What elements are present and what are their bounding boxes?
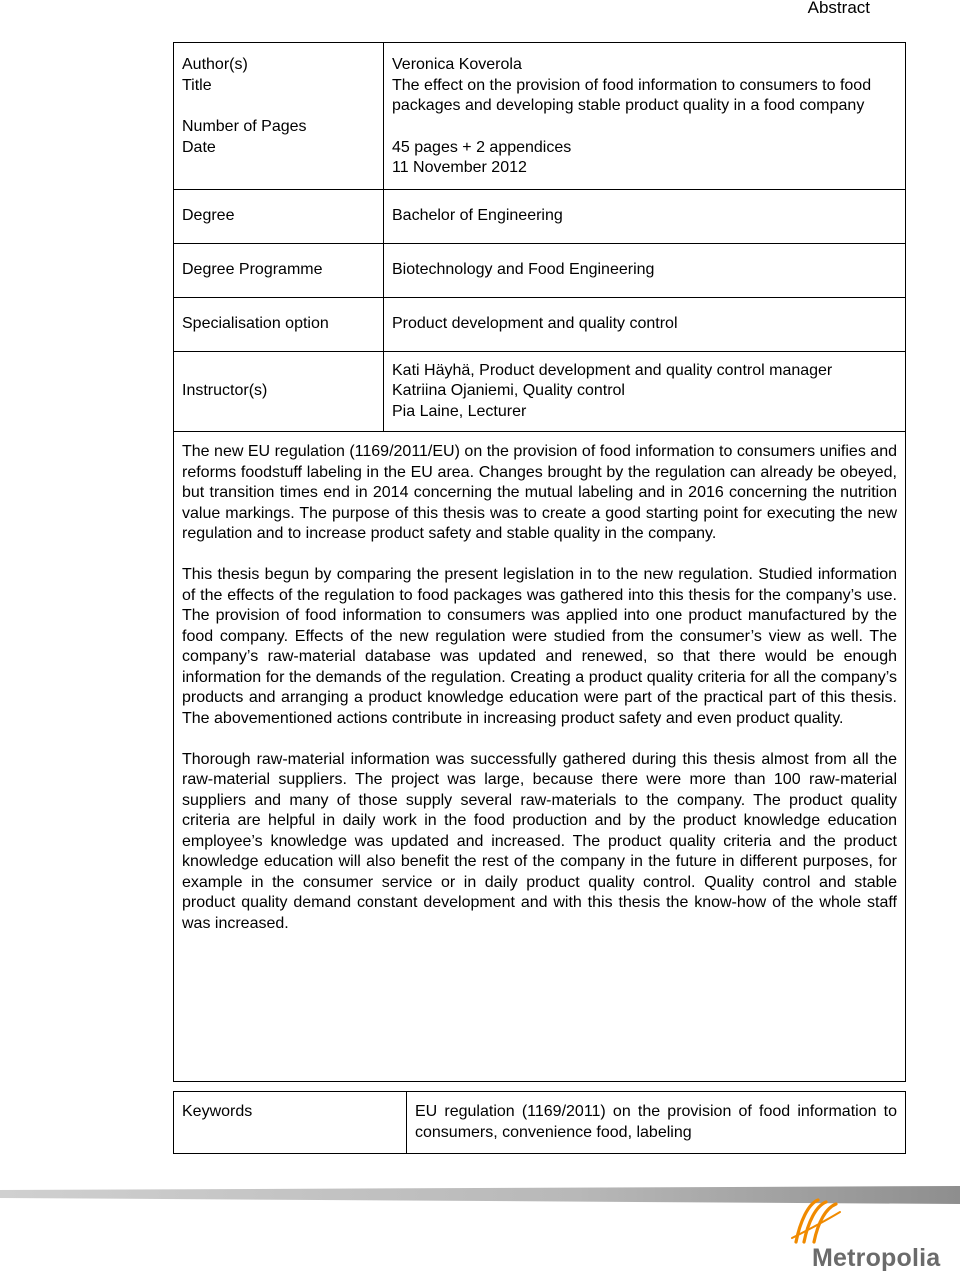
abstract-paragraph: This thesis begun by comparing the present legislation in to the new regulation. Studied information of the effects of the regulation to food packages was gathered into this thesis for the company’s use. The provision of food information to consumers was applied into one product manufactured by the food company. Effects of the new regulation were studied from the consumer’s view as well. The company’s raw-material database was updated and renewed, so that there would be enough information for the demands of the regulation. Creating a product quality criteria for all the company’s products and arranging a product knowledge education were part of the practical part of this thesis. The abovementioned actions contribute in increasing product safety and even product quality. — [182, 566, 897, 727]
keywords-label: Keywords — [174, 1092, 407, 1154]
title-label: Title — [182, 76, 212, 94]
date-value: 11 November 2012 — [392, 159, 527, 176]
programme-label: Degree Programme — [174, 243, 384, 297]
instructors-value — [384, 351, 906, 432]
abstract-paragraph: The new EU regulation (1169/2011/EU) on the provision of food information to consumers unifies and reforms foodstuff labeling in the EU area. Changes brought by the regulation can already be obeyed, but transition times end in 2014 concerning the mutual labeling and in 2016 concerning the nutrition value markings. The purpose of this thesis was to create a good starting point for executing the new regulation and to increase product safety and stable quality in the company. — [182, 443, 897, 542]
author-title-values — [384, 43, 906, 190]
specialisation-row — [174, 297, 906, 351]
degree-value: Bachelor of Engineering — [384, 189, 906, 243]
metropolia-logo-text: Metropolia — [812, 1244, 941, 1272]
instructors-label: Instructor(s) — [174, 351, 384, 432]
specialisation-value: Product development and quality control — [384, 297, 906, 351]
instructor-line: Katriina Ojaniemi, Quality control — [392, 382, 625, 399]
abstract-body — [174, 432, 906, 1082]
author-title-row — [174, 43, 906, 190]
degree-label: Degree — [174, 189, 384, 243]
author-value: Veronica Koverola — [392, 56, 522, 73]
abstract-row — [174, 432, 906, 1082]
instructor-line: Kati Häyhä, Product development and quality control manager — [392, 361, 833, 379]
page-header-label: Abstract — [807, 0, 870, 17]
keywords-table — [173, 1091, 906, 1154]
instructor-line: Pia Laine, Lecturer — [392, 402, 527, 420]
abstract-info-table — [173, 42, 906, 1082]
programme-row — [174, 243, 906, 297]
programme-value: Biotechnology and Food Engineering — [384, 243, 906, 297]
instructors-row — [174, 351, 906, 432]
author-label: Author(s) — [182, 56, 248, 73]
degree-row — [174, 189, 906, 243]
title-value: The effect on the provision of food information to consumers to food packages and developing stable product quality in a food company — [392, 76, 872, 114]
date-label: Date — [182, 138, 216, 156]
specialisation-label: Specialisation option — [174, 297, 384, 351]
pages-label: Number of Pages — [182, 118, 307, 135]
author-title-labels — [174, 43, 384, 190]
pages-value: 45 pages + 2 appendices — [392, 138, 572, 156]
abstract-paragraph: Thorough raw-material information was successfully gathered during this thesis almost from all the raw-material suppliers. The project was large, because there were more than 100 raw-material suppliers and many of those supply several raw-materials to the company. The product quality criteria are helpful in daily work in the food production and by the product knowledge education employee’s knowledge was updated and increased. The product quality criteria and the product knowledge education will also benefit the rest of the company in the future in different purposes, for example in the consumer service or in daily product quality control. Quality control and stable product quality demand constant development and with this thesis the know-how of the whole staff was increased. — [182, 750, 897, 932]
keywords-row — [174, 1092, 906, 1154]
keywords-value: EU regulation (1169/2011) on the provision of food information to consumers, convenience food, labeling — [407, 1092, 906, 1154]
